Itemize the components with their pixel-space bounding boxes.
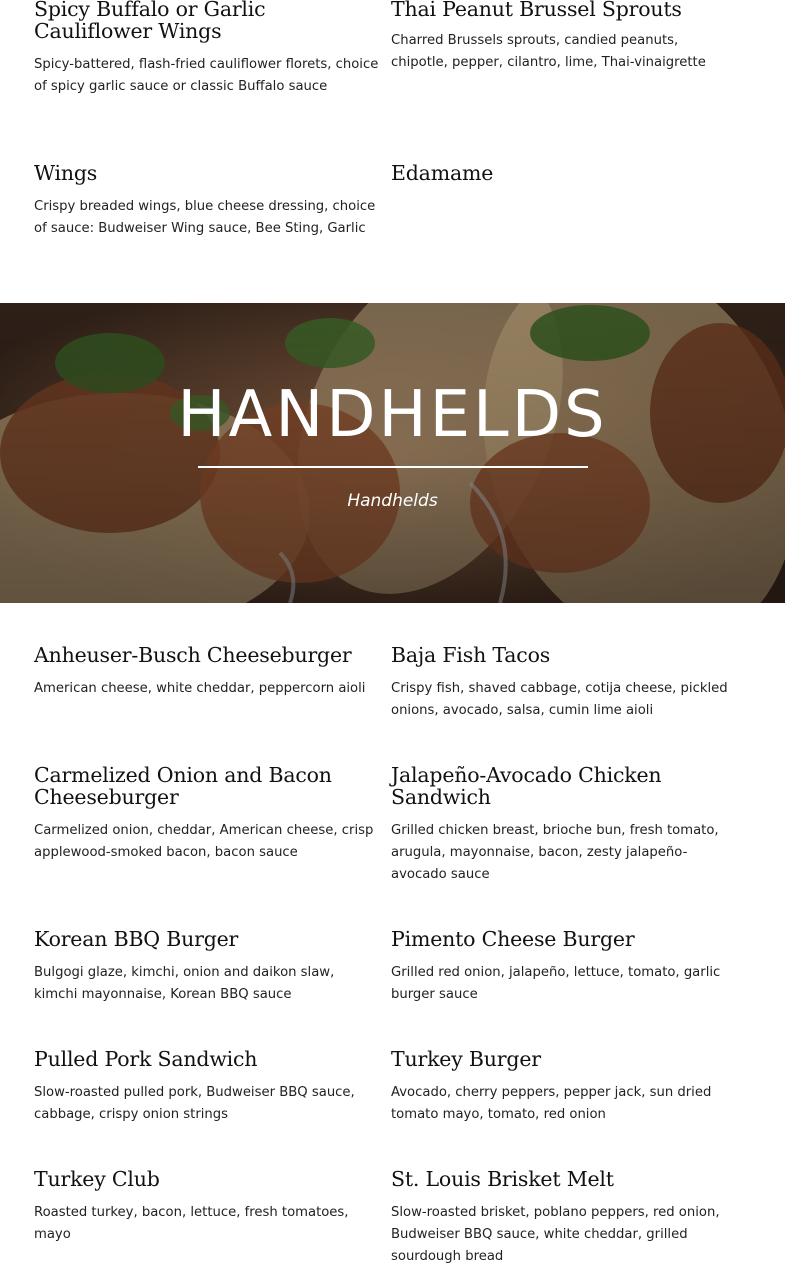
- menu-item-name: St. Louis Brisket Melt: [391, 1167, 614, 1191]
- menu-item-name: Carmelized Onion and Bacon Cheeseburger: [34, 763, 332, 809]
- tacos-photo: [0, 303, 785, 603]
- menu-item: [34, 1168, 379, 1246]
- menu-item-name: Anheuser-Busch Cheeseburger: [34, 643, 352, 667]
- menu-item: [34, 1048, 379, 1126]
- section-hero-banner: [0, 303, 785, 603]
- menu-item: [34, 0, 379, 98]
- section-title: HANDHELDS: [177, 378, 608, 452]
- menu-item-name: Turkey Burger: [391, 1047, 541, 1071]
- menu-item-description: Grilled chicken breast, brioche bun, fresh tomato, arugula, mayonnaise, bacon, zesty jalapeño-avocado sauce: [391, 823, 719, 882]
- menu-item-description: Crispy breaded wings, blue cheese dressing, choice of sauce: Budweiser Wing sauce, Bee Sting, Garlic: [34, 199, 376, 236]
- menu-item-description: Carmelized onion, cheddar, American cheese, crisp applewood-smoked bacon, bacon sauce: [34, 823, 374, 860]
- menu-item: [34, 764, 379, 864]
- section-subtitle: Handhelds: [347, 491, 438, 511]
- menu-item-name: Korean BBQ Burger: [34, 927, 239, 951]
- menu-item-description: Avocado, cherry peppers, pepper jack, sun dried tomato mayo, tomato, red onion: [391, 1085, 712, 1122]
- menu-item-description: Crispy fish, shaved cabbage, cotija cheese, pickled onions, avocado, salsa, cumin lime aioli: [391, 681, 728, 718]
- menu-item: [391, 1168, 736, 1268]
- menu-item: [391, 0, 736, 74]
- menu-item-description: Charred Brussels sprouts, candied peanuts, chipotle, pepper, cilantro, lime, Thai-vinaigrette: [391, 33, 706, 70]
- menu-item: [391, 764, 736, 886]
- menu-item-description: Bulgogi glaze, kimchi, onion and daikon slaw, kimchi mayonnaise, Korean BBQ sauce: [34, 965, 335, 1002]
- section-title-underline: [198, 466, 588, 468]
- menu-item-name: Wings: [34, 161, 98, 185]
- menu-item-name: Turkey Club: [34, 1167, 160, 1191]
- menu-item-name: Pimento Cheese Burger: [391, 927, 635, 951]
- menu-item: [391, 1048, 736, 1126]
- menu-item-description: Spicy-battered, flash-fried cauliflower florets, choice of spicy garlic sauce or classic Buffalo sauce: [34, 57, 379, 94]
- menu-item-description: Grilled red onion, jalapeño, lettuce, tomato, garlic burger sauce: [391, 965, 721, 1002]
- menu-item-description: Slow-roasted pulled pork, Budweiser BBQ sauce, cabbage, crispy onion strings: [34, 1085, 355, 1122]
- menu-item: [391, 162, 736, 184]
- menu-item: [34, 162, 379, 240]
- menu-item-name: Jalapeño-Avocado Chicken Sandwich: [391, 763, 662, 809]
- menu-item: [391, 644, 736, 722]
- menu-item: [34, 928, 379, 1006]
- menu-item-description: American cheese, white cheddar, peppercorn aioli: [34, 681, 366, 696]
- menu-item: [391, 928, 736, 1006]
- menu-item-description: Roasted turkey, bacon, lettuce, fresh tomatoes, mayo: [34, 1205, 349, 1242]
- menu-item-description: Slow-roasted brisket, poblano peppers, red onion, Budweiser BBQ sauce, white cheddar, grilled sourdough bread: [391, 1205, 720, 1264]
- menu-item-name: Spicy Buffalo or Garlic Cauliflower Wings: [34, 0, 266, 43]
- menu-item-name: Edamame: [391, 161, 494, 185]
- menu-item-name: Pulled Pork Sandwich: [34, 1047, 258, 1071]
- menu-item: [34, 644, 379, 700]
- menu-item-name: Thai Peanut Brussel Sprouts: [391, 0, 682, 21]
- menu-item-name: Baja Fish Tacos: [391, 643, 551, 667]
